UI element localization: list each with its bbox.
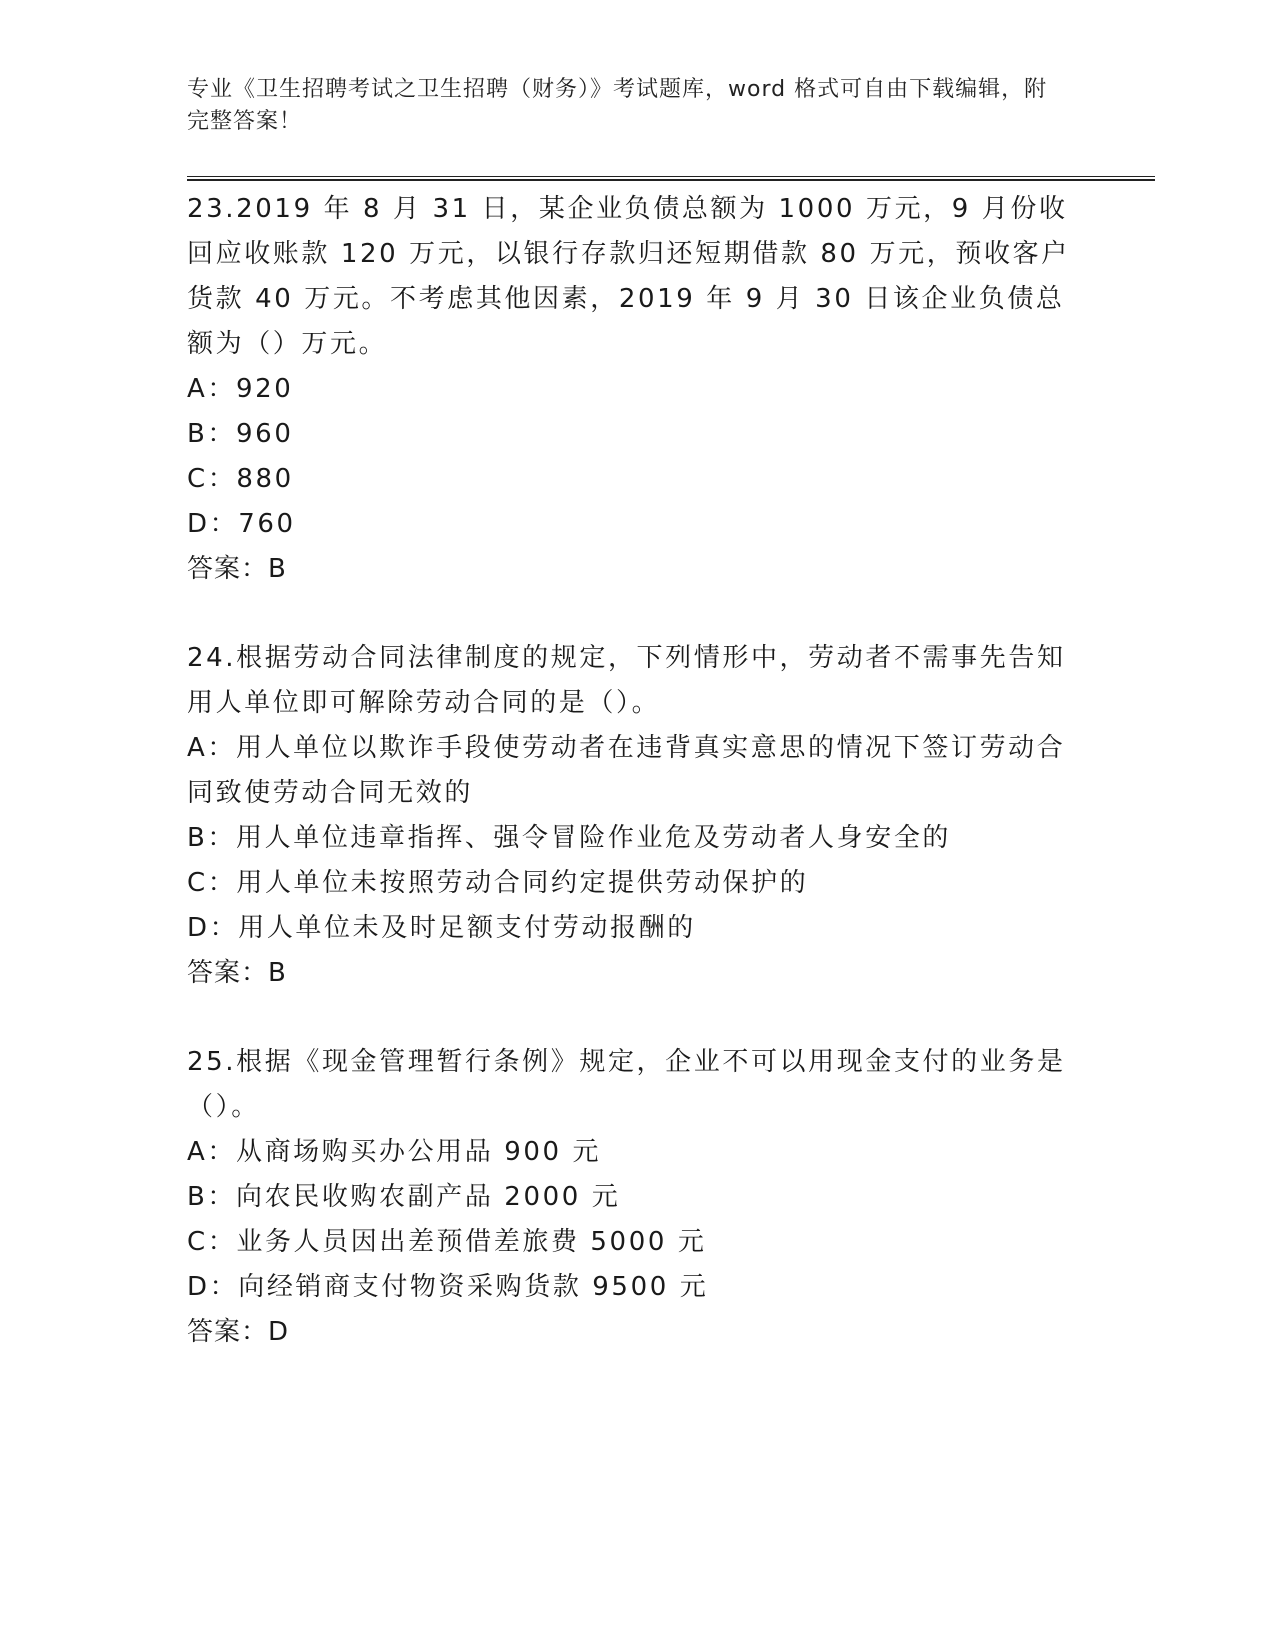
option-b: B：向农民收购农副产品 2000 元: [187, 1182, 621, 1212]
answer: 答案：D: [187, 1317, 290, 1347]
answer: 答案：B: [187, 554, 287, 584]
question-25: [187, 1040, 1087, 1355]
question-text: 25.根据《现金管理暂行条例》规定，企业不可以用现金支付的业务是（）。: [187, 1047, 1066, 1122]
option-d: D：向经销商支付物资采购货款 9500 元: [187, 1272, 709, 1302]
option-c: C：业务人员因出差预借差旅费 5000 元: [187, 1227, 707, 1257]
question-list: [187, 187, 1087, 1399]
option-c: C：用人单位未按照劳动合同约定提供劳动保护的: [187, 868, 809, 898]
question-text: 23.2019 年 8 月 31 日，某企业负债总额为 1000 万元，9 月份收回应收账款 120 万元，以银行存款归还短期借款 80 万元，预收客户货款 40 万元。不考虑其他因素，2019 年 9 月 30 日该企业负债总额为（）万元。: [187, 194, 1070, 359]
answer: 答案：B: [187, 958, 287, 988]
option-d: D：用人单位未及时足额支付劳动报酬的: [187, 913, 696, 943]
question-23: [187, 187, 1087, 592]
page-header: 专业《卫生招聘考试之卫生招聘（财务）》考试题库，word 格式可自由下载编辑，附完整答案！: [187, 77, 1048, 134]
option-a: A：从商场购买办公用品 900 元: [187, 1137, 602, 1167]
option-a: A：920: [187, 374, 294, 404]
option-d: D：760: [187, 509, 296, 539]
question-24: [187, 636, 1087, 996]
option-b: B：用人单位违章指挥、强令冒险作业危及劳动者人身安全的: [187, 823, 952, 853]
option-a: A：用人单位以欺诈手段使劳动者在违背真实意思的情况下签订劳动合同致使劳动合同无效的: [187, 733, 1066, 808]
header-divider: [187, 176, 1155, 181]
question-text: 24.根据劳动合同法律制度的规定，下列情形中，劳动者不需事先告知用人单位即可解除劳动合同的是（）。: [187, 643, 1066, 718]
option-c: C：880: [187, 464, 294, 494]
option-b: B：960: [187, 419, 294, 449]
